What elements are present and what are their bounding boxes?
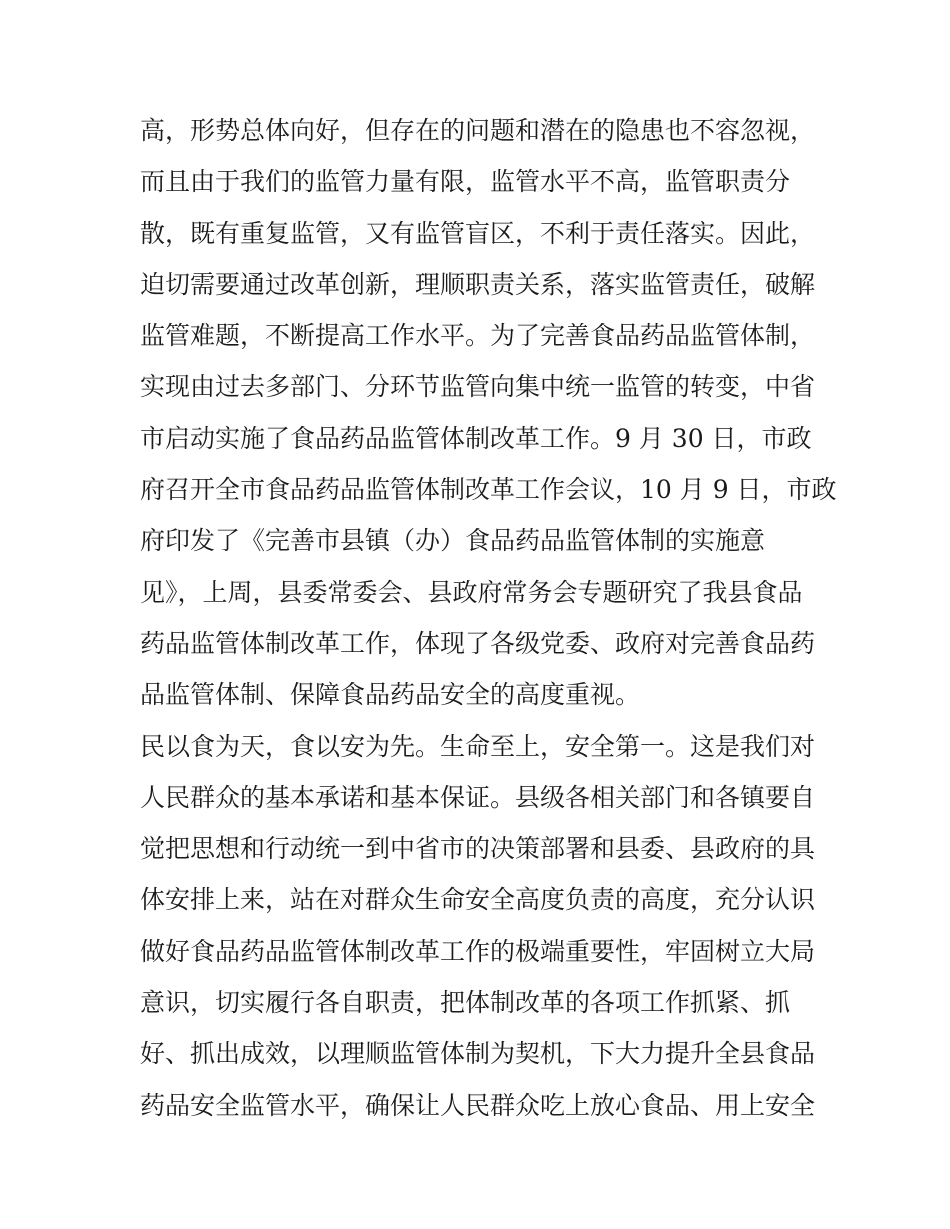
text-line: 药品监管体制改革工作，体现了各级党委、政府对完善食品药: [140, 628, 816, 658]
text-line: 而且由于我们的监管力量有限，监管水平不高，监管职责分: [140, 167, 791, 197]
text-line: 见》，上周，县委常委会、县政府常务会专题研究了我县食品: [140, 577, 803, 607]
text-line: 府印发了《完善市县镇（办）食品药品监管体制的实施意: [140, 526, 766, 556]
body-text: [140, 105, 837, 1131]
text-line: 药品安全监管水平，确保让人民群众吃上放心食品、用上安全: [140, 1090, 816, 1120]
text-line: 好、抓出成效，以理顺监管体制为契机，下大力提升全县食品: [140, 1039, 816, 1069]
text-line: 实现由过去多部门、分环节监管向集中统一监管的转变，中省: [140, 372, 816, 402]
text-line: 高，形势总体向好，但存在的问题和潜在的隐患也不容忽视，: [140, 116, 816, 145]
text-line: 散，既有重复监管，又有监管盲区，不利于责任落实。因此，: [140, 218, 816, 248]
text-line: 意识，切实履行各自职责，把体制改革的各项工作抓紧、抓: [140, 988, 791, 1018]
text-line: 府召开全市食品药品监管体制改革工作会议，10 月 9 日，市政: [140, 475, 837, 505]
text-line: 觉把思想和行动统一到中省市的决策部署和县委、县政府的具: [140, 834, 816, 864]
text-line: 做好食品药品监管体制改革工作的极端重要性，牢固树立大局: [140, 936, 816, 966]
text-line: 人民群众的基本承诺和基本保证。县级各相关部门和各镇要自: [140, 782, 816, 812]
text-line: 民以食为天，食以安为先。生命至上，安全第一。这是我们对: [140, 731, 816, 761]
text-line: 迫切需要通过改革创新，理顺职责关系，落实监管责任，破解: [140, 269, 816, 299]
text-line: 监管难题，不断提高工作水平。为了完善食品药品监管体制，: [140, 321, 816, 351]
text-line: 市启动实施了食品药品监管体制改革工作。9 月 30 日，市政: [140, 423, 812, 453]
text-line: 品监管体制、保障食品药品安全的高度重视。: [140, 680, 641, 710]
text-line: 体安排上来，站在对群众生命安全高度负责的高度，充分认识: [140, 885, 816, 915]
